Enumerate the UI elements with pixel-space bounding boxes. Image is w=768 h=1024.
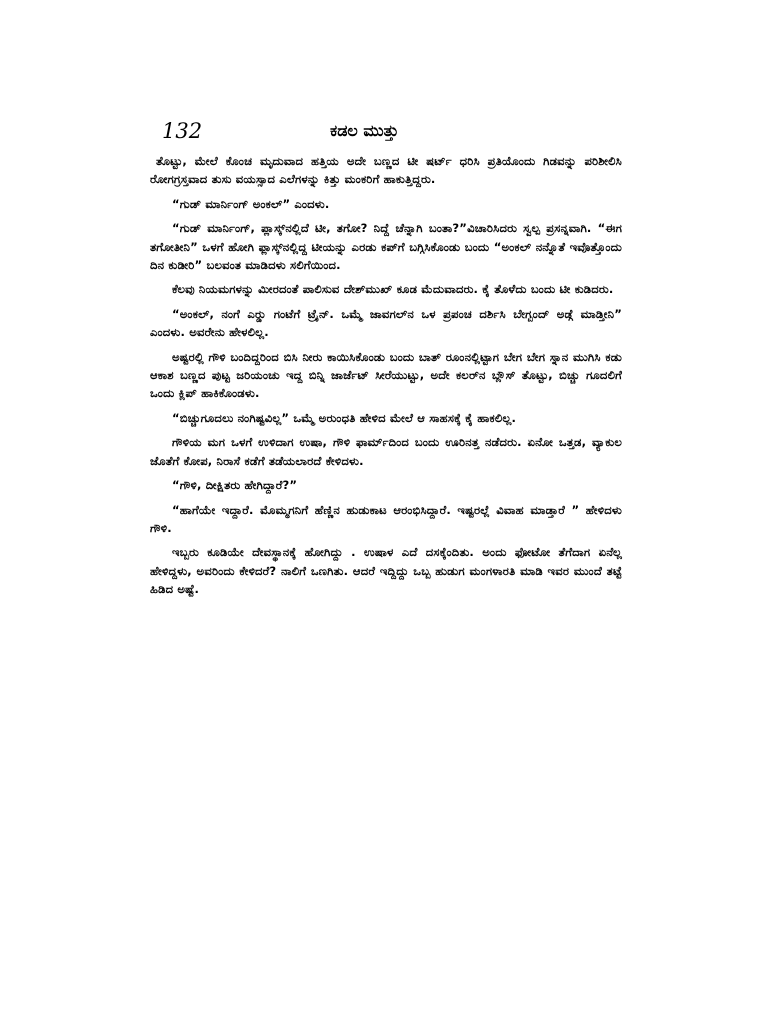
paragraph: ತೊಟ್ಟು, ಮೇಲೆ ಕೊಂಚ ಮೃದುವಾದ ಹತ್ತಿಯ ಅದೇ ಬಣ್ಣದ ಟೀ ಷರ್ಟ್ ಧರಿಸಿ ಪ್ರತಿಯೊಂದು ಗಿಡವನ್ನು ಪರಿಶೀಲಿಸಿ ರೋಗಗ್ರಸ್ತವಾದ ತುಸು ವಯಸ್ಸಾದ ಎಲೆಗಳನ್ನು ಕಿತ್ತು ಮಂಕರಿಗೆ ಹಾಕುತ್ತಿದ್ದರು. <box>150 154 622 187</box>
page-number: 132 <box>162 119 203 143</box>
paragraph: “ಹಾಗೆಯೇ ಇದ್ದಾರೆ. ಮೊಮ್ಮಗನಿಗೆ ಹೆಣ್ಣಿನ ಹುಡುಕಾಟ ಆರಂಭಿಸಿದ್ದಾರೆ. ಇಷ್ಟರಲ್ಲೆ ವಿವಾಹ ಮಾಡ್ತಾರೆ ” ಹೇಳಿದಳು ಗೌಳಿ. <box>150 502 622 535</box>
paragraph: “ಅಂಕಲ್, ನಂಗೆ ಎರ್‍ಡು ಗಂಟೆಗೆ ಟ್ರೈನ್. ಒಮ್ಮೆ ಜಾವಗಲ್‌ನ ಒಳ ಪ್ರಪಂಚ ದರ್ಶಿಸಿ ಬೇಗ್ಬಂದ್ ಅಡ್ಗೆ ಮಾಡ್ತೀನಿ” ಎಂದಳು. ಅವರೇನು ಹೇಳಲಿಲ್ಲ. <box>150 306 622 340</box>
body-text <box>150 152 622 605</box>
paragraph: ಇಬ್ಬರು ಕೂಡಿಯೇ ದೇವಸ್ಥಾನಕ್ಕೆ ಹೋಗಿದ್ದು . ಉಷಾಳ ಎದೆ ದಸಕ್ಕೆಂದಿತು. ಅಂದು ಫೋಟೋ ತೆಗೆದಾಗ ಏನೆಲ್ಲ ಹೇಳಿದ್ದಳು, ಅವರಿಂದು ಕೇಳಿದರೆ? ನಾಲಿಗೆ ಒಣಗಿತು. ಆದರೆ ಇದ್ದಿದ್ದು ಒಬ್ಬ ಹುಡುಗ ಮಂಗಳಾರತಿ ಮಾಡಿ ಇವರ ಮುಂದೆ ತಟ್ಟೆ ಹಿಡಿದ ಅಷ್ಟೆ. <box>150 545 622 597</box>
paragraph: ಅಷ್ಟರಲ್ಲಿ ಗೌಳಿ ಬಂದಿದ್ದರಿಂದ ಬಿಸಿ ನೀರು ಕಾಯಿಸಿಕೊಂಡು ಬಂದು ಬಾತ್ ರೂಂನಲ್ಲಿಟ್ಟಾಗ ಬೇಗ ಬೇಗ ಸ್ನಾನ ಮುಗಿಸಿ ಕಡು ಆಕಾಶ ಬಣ್ಣದ ಪುಟ್ಟ ಜರಿಯಂಚು ಇದ್ದ ಬಿನ್ನಿ ಜಾರ್ಜೆಟ್ ಸೀರೆಯುಟ್ಟು, ಅದೇ ಕಲರ್‌ನ ಬ್ಲೌಸ್ ತೊಟ್ಟು, ಬಿಚ್ಚು ಗೂದಲಿಗೆ ಒಂದು ಕ್ಲಿಪ್ ಹಾಕಿಕೊಂಡಳು. <box>150 349 622 401</box>
paragraph: ಗೌಳಿಯ ಮಗ ಒಳಗೆ ಉಳಿದಾಗ ಉಷಾ, ಗೌಳಿ ಫಾರ್ಮ್‌ದಿಂದ ಬಂದು ಊರಿನತ್ತ ನಡೆದರು. ಏನೋ ಒತ್ತಡ, ವ್ಯಾಕುಲ ಜೊತೆಗೆ ಕೋಪ, ನಿರಾಸೆ ಕಡೆಗೆ ತಡೆಯಲಾರದೆ ಕೇಳಿದಳು. <box>150 435 622 468</box>
paragraph: “ಗೌಳಿ, ದೀಕ್ಷಿತರು ಹೇಗಿದ್ದಾರೆ?” <box>172 478 298 493</box>
paragraph: ಕೆಲವು ನಿಯಮಗಳನ್ನು ಮೀರದಂತೆ ಪಾಲಿಸುವ ದೇಶ್‌ಮುಖ್ ಕೂಡ ಮೆದುವಾದರು. ಕೈ ತೊಳೆದು ಬಂದು ಟೀ ಕುಡಿದರು. <box>172 282 614 297</box>
paragraph: “ಗುಡ್ ಮಾರ್ನಿಂಗ್, ಪ್ಲಾಸ್ಕ್‌ನಲ್ಲಿದೆ ಟೀ, ತಗೋ? ನಿದ್ದೆ ಚೆನ್ನಾಗಿ ಬಂತಾ?”ವಿಚಾರಿಸಿದರು ಸ್ವಲ್ಪ ಪ್ರಸನ್ನವಾಗಿ. “ಈಗ ತಗೋತೀನಿ” ಒಳಗೆ ಹೋಗಿ ಫ್ಲಾಸ್ಕ್‌ನಲ್ಲಿದ್ದ ಟೀಯನ್ನು ಎರಡು ಕಪ್‌ಗೆ ಬಗ್ಗಿಸಿಕೊಂಡು ಬಂದು “ಅಂಕಲ್ ನನ್ನೊತೆ ಇವೊತ್ತೊಂದು ದಿನ ಕುಡೀರಿ” ಬಲವಂತ ಮಾಡಿದಳು ಸಲಿಗೆಯಿಂದ. <box>150 221 622 273</box>
paragraph: “ಬಿಚ್ಚುಗೂದಲು ನಂಗಿಷ್ಟವಿಲ್ಲ” ಒಮ್ಮೆ ಅರುಂಧತಿ ಹೇಳಿದ ಮೇಲೆ ಆ ಸಾಹಸಕ್ಕೆ ಕೈ ಹಾಕಲಿಲ್ಲ. <box>172 410 516 425</box>
page-header <box>162 118 622 148</box>
running-title: ಕಡಲ ಮುತ್ತು <box>330 121 399 140</box>
paragraph: “ಗುಡ್ ಮಾರ್ನಿಂಗ್ ಅಂಕಲ್” ಎಂದಳು. <box>172 196 330 211</box>
